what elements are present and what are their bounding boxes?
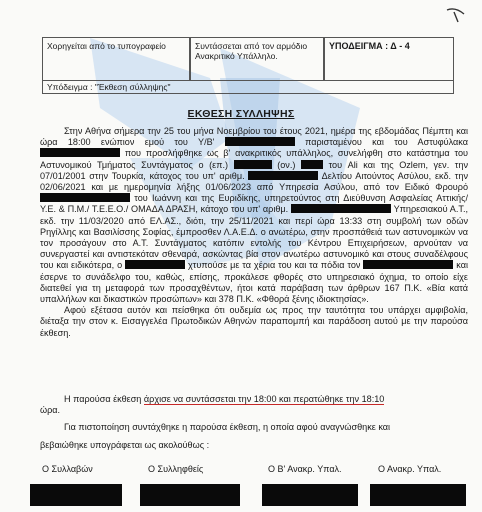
paragraph-time	[40, 394, 468, 416]
redaction-block	[225, 137, 295, 146]
text-segment: ώρα.	[40, 405, 61, 416]
document-title: ΕΚΘΕΣΗ ΣΥΛΛΗΨΗΣ	[187, 108, 295, 120]
redaction-block	[291, 204, 391, 213]
header-box-print	[42, 37, 190, 81]
text-segment: του Ali και της Ozlem, γεν. την 07/01/2001 στην Τουρκία, κάτοχος του υπ' αριθμ.	[40, 159, 468, 181]
redaction-block	[363, 260, 453, 269]
text-segment: χτυπούσε με τα χέρια του και τα πόδια τον	[187, 260, 361, 271]
text-segment: Υπηρεσιακού Α.Τ., εκδ. την 11/03/2020 από ΕΛ.ΑΣ., διότι, την 25/11/2021 και περί ώρα 13:33 στη συμβολή των οδών Ρηγίλλης και Βασιλίσσης Σοφίας, έμπροσθεν Λ.Α.Ε.Δ. ο ανωτέρω, στην προσπάθειά των αστυνομικών να τον προσάγουν στο Α.Τ. Συντάγματος κατόπιν εντολής του Κέντρου Επιχειρήσεων, αρνούταν να συνεργαστεί και αντιστεκόταν σθεναρά, ασκώντας βία στον ανωτέρω αστυνομικό και στους συναδέλφους του και ειδικότερα, ο	[40, 204, 468, 271]
signature-label-arrested: Ο Συλληφθείς	[148, 464, 204, 474]
signature-label-officer: Ο Ανακρ. Υπαλ.	[378, 464, 442, 474]
signature-redaction	[140, 484, 240, 506]
text-segment: Στην Αθήνα σήμερα την 25 του μήνα Νοεμβρίου του έτους 2021, ημέρα της εβδομάδας Πέμπτη και ώρα 18:00 ενώπιον εμού του Υ/Β'	[40, 126, 468, 148]
redaction-block	[234, 160, 272, 169]
redaction-block	[248, 171, 318, 180]
header-box-print-text: Χορηγείται από το τυπογραφείο	[47, 41, 166, 51]
signature-redaction	[30, 484, 122, 506]
signature-redaction	[262, 484, 358, 506]
text-segment: βεβαιώθηκε υπογράφεται ως ακολούθως :	[40, 440, 210, 450]
redaction-block	[40, 148, 120, 157]
text-segment: παρισταμένου και του Αστυφύλακα	[305, 137, 468, 148]
text-segment: Η παρούσα έκθεση	[64, 394, 142, 404]
header-box-author-text: Συντάσσεται από τον αρμόδιο Ανακριτικό Υπάλληλο.	[195, 41, 308, 61]
document-body	[40, 126, 468, 339]
header-box-author	[190, 37, 324, 81]
signature-label-second-officer: Ο Β' Ανακρ. Υπαλ.	[268, 464, 342, 474]
signature-label-arresting: Ο Συλλαβών	[42, 464, 93, 474]
template-subline	[42, 81, 454, 94]
text-segment: Δελτίου Αιτούντος Ασύλου, εκδ. την 02/06/2021 και με ημερομηνία λήξης 01/06/2023 από Υπηρεσία Ασύλου, από τον Ειδικό Φρουρό	[40, 170, 469, 193]
paragraph-signed	[40, 440, 468, 451]
text-segment: (ον.)	[277, 159, 296, 170]
text-segment: του Ιωάννη και της Ευριδίκης, υπηρετούντος στη Διεύθυνση Ασφαλείας Αττικής/ Υ.Ε. & Π.Μ./ Τ.Ε.Ε.Ο./ ΟΜΑΔΑ ΔΡΑΣΗ, κάτοχο του υπ' αριθμ.	[40, 193, 468, 215]
highlighted-time-text: άρχισε να συντάσσεται την 18:00 και περατώθηκε την 18:10	[143, 394, 385, 404]
paragraph-main	[40, 126, 468, 305]
template-code: ΥΠΟΔΕΙΓΜΑ : Δ - 4	[329, 41, 410, 51]
signature-redaction	[370, 484, 466, 506]
redaction-block	[301, 160, 323, 169]
text-segment: που προσλήφθηκε ως β' ανακριτικός υπάλληλος, συνελήφθη στο κατάστημα του Αστυνομικού Τμήματος Συντάγματος ο (επ.)	[40, 148, 468, 170]
handwritten-mark-icon	[444, 6, 468, 26]
paragraph-examination: Αφού εξέτασα αυτόν και πείσθηκα ότι ουδεμία ως προς την ταυτότητα του υπάρχει αμφιβολία, διέταξα την στον κ. Εισαγγελέα Πρωτοδικών Αθηνών παραπομπή και παράδοση αυτού με την παρούσα έκθεση.	[40, 305, 468, 338]
redaction-block	[40, 193, 130, 202]
text-segment: Για πιστοποίηση συντάχθηκε η παρούσα έκθεση, η οποία αφού αναγνώσθηκε και	[64, 422, 391, 432]
template-subline-text: Υπόδειγμα : "Έκθεση σύλληψης"	[47, 82, 171, 92]
redaction-block	[125, 260, 185, 269]
paragraph-certification	[40, 422, 468, 433]
text-segment: και έσερνε το συνάδελφο του, καθώς, επίσης, προκάλεσε φθορές στο υπηρεσιακό όχημα, το οποίο είχε διατεθεί για τη μεταφορά των προσαχθέντων, ήτοι κατά παράβαση των άρθρων 167 Π.Κ. «Βία κατά υπαλλήλων και δικαστικών προσώπων» και 378 Π.Κ. «Φθορά ξένης ιδιοκτησίας».	[40, 260, 469, 305]
header-box-template	[324, 37, 454, 81]
